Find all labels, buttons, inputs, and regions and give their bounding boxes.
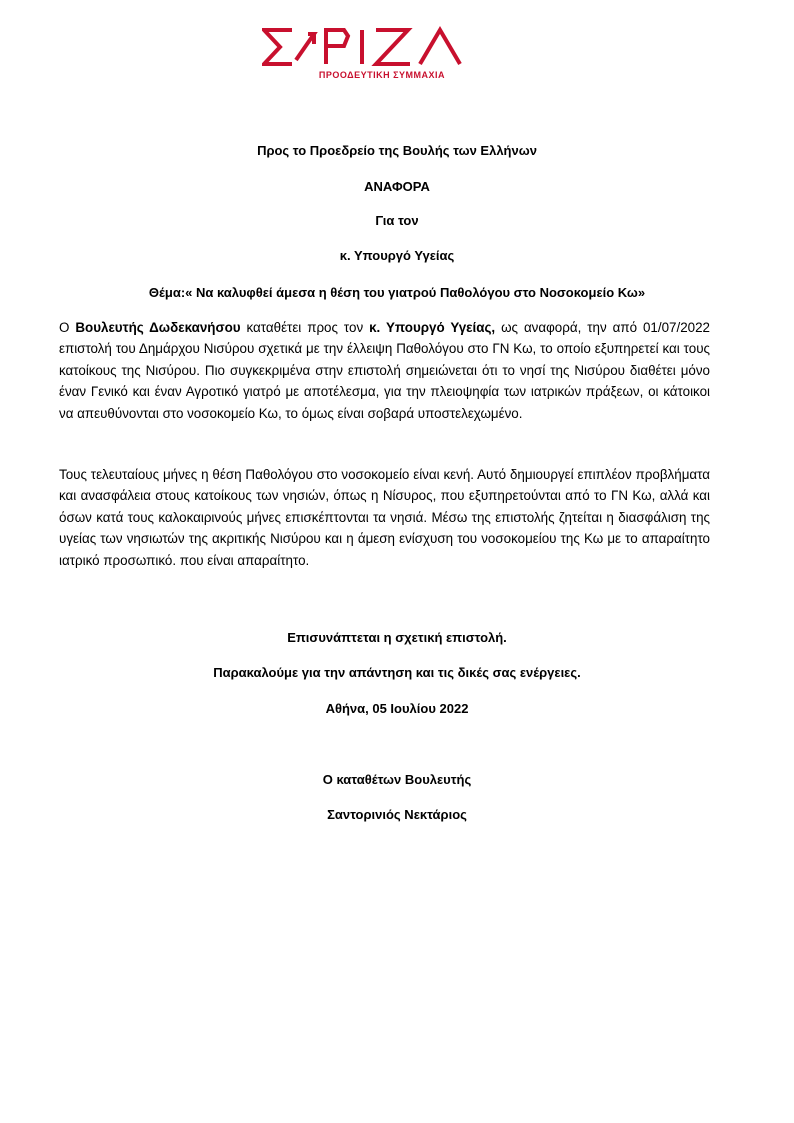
for-line: Για τον bbox=[375, 213, 419, 228]
body-paragraph-2: Τους τελευταίους μήνες η θέση Παθολόγου στο νοσοκομείο είναι κενή. Αυτό δημιουργεί επιπλέον προβλήματα και ανασφάλεια στους κατοίκους των νησιών, όπως η Νίσυρος, που εξυπηρετούνται από το ΓΝ Κω, αλλά και όσων κατά τους καλοκαιρινούς μήνες επισκέπτονται τα νησιά. Μέσω της επιστολής ζητείται η διασφάλιση της υγείας των νησιωτών της ακριτικής Νισύρου και η άμεση ενίσχυση του νοσοκομείου της Κω με το απαραίτητο ιατρικό προσωπικό. που είναι απαραίτητο. bbox=[59, 467, 710, 568]
logo-subtitle: ΠΡΟΟΔΕΥΤΙΚΗ ΣΥΜΜΑΧΙΑ bbox=[318, 70, 446, 80]
p1-intro: Ο bbox=[59, 320, 76, 335]
recipient-line: Προς το Προεδρείο της Βουλής των Ελλήνων bbox=[257, 143, 537, 158]
p1-rest: ως αναφορά, την από 01/07/2022 επιστολή του Δημάρχου Νισύρου σχετικά με την έλλειψη Παθολόγου στο ΓΝ Κω, το οποίο εξυπηρετεί και τους κατοίκους της Νισύρου. Πιο συγκεκριμένα στην επιστολή σημειώνεται ότι το νησί της Νισύρου διαθέτει μόνο έναν Γενικό και έναν Αγροτικό γιατρό με αποτέλεσμα, για την πλειοψηφία των ιατρικών πράξεων, οι κάτοικοι να απευθύνονται στο νοσοκομείο Κω, το όμως είναι σοβαρά υποστελεχωμένο. bbox=[59, 320, 710, 421]
party-logo bbox=[262, 26, 502, 80]
signer-name: Σαντορινιός Νεκτάριος bbox=[327, 807, 467, 822]
document-type: ΑΝΑΦΟΡΑ bbox=[364, 179, 430, 194]
body-paragraph-1 bbox=[59, 317, 710, 424]
minister-line: κ. Υπουργό Υγείας bbox=[339, 248, 455, 263]
request-line: Παρακαλούμε για την απάντηση και τις δικές σας ενέργειες. bbox=[213, 665, 581, 680]
p1-mid: καταθέτει προς τον bbox=[240, 320, 370, 335]
subject-line: Θέμα:« Να καλυφθεί άμεσα η θέση του γιατρού Παθολόγου στο Νοσοκομείο Κω» bbox=[148, 285, 646, 300]
p1-mp-title: Βουλευτής Δωδεκανήσου bbox=[75, 320, 241, 335]
place-date: Αθήνα, 05 Ιουλίου 2022 bbox=[325, 701, 469, 716]
syriza-logo-icon bbox=[262, 26, 502, 70]
p1-minister: κ. Υπουργό Υγείας, bbox=[369, 320, 496, 335]
attachment-line: Επισυνάπτεται η σχετική επιστολή. bbox=[287, 630, 507, 645]
signer-role: Ο καταθέτων Βουλευτής bbox=[322, 772, 472, 787]
